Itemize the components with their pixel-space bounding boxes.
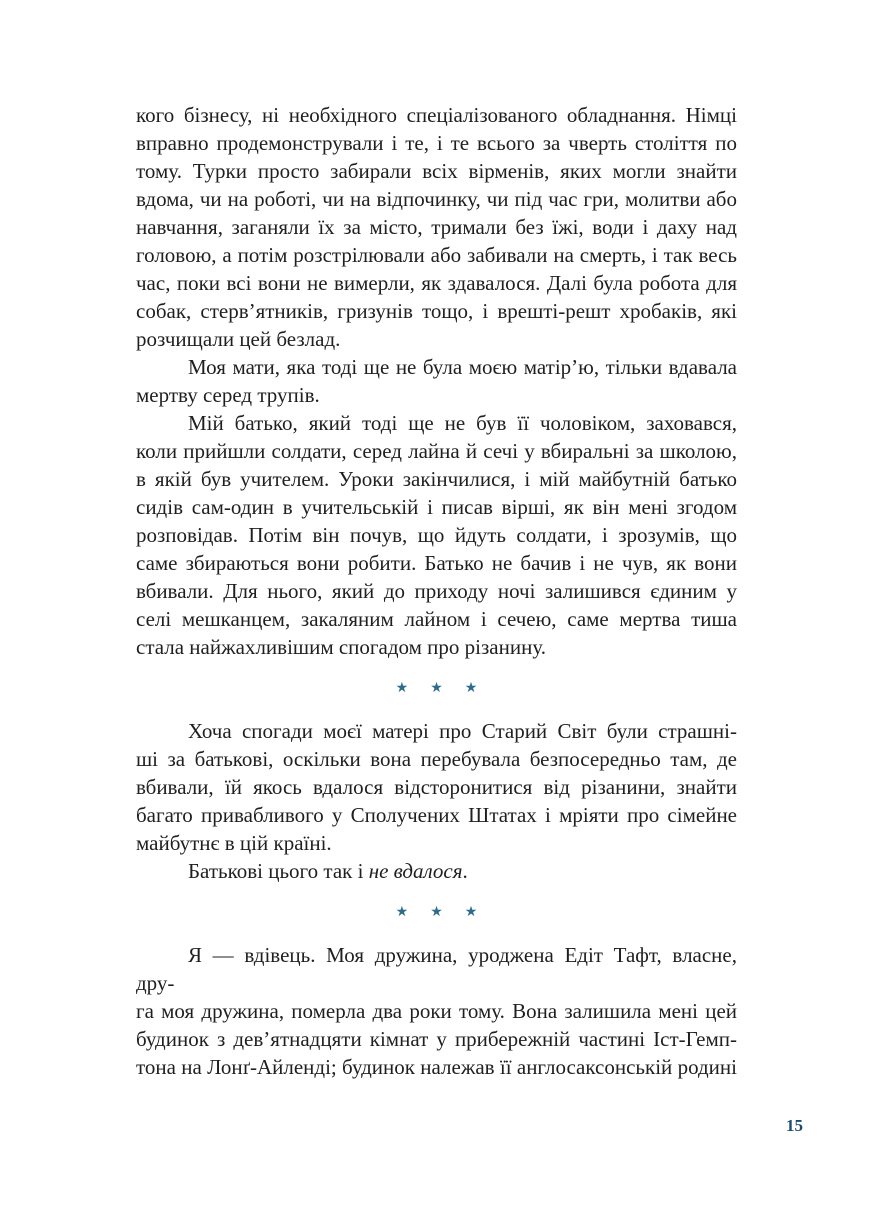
text-line: саме збираються вони робити. Батько не бачив і не чув, як вони	[136, 551, 737, 575]
text-line: Моя мати, яка тоді ще не була моєю матір’ю, тільки вдавала	[188, 355, 737, 379]
paragraph	[136, 717, 737, 857]
star-separator	[136, 885, 737, 941]
text-line: розповідав. Потім він почув, що йдуть солдати, і зрозумів, що	[136, 523, 737, 547]
star-icon: ★	[430, 681, 443, 696]
text-line: Мій батько, який тоді ще не був її чоловіком, заховався,	[188, 411, 737, 435]
text-line: сидів сам-один в учительській і писав вірші, як він мені згодом	[136, 495, 737, 519]
text-line: селі мешканцем, закаляним лайном і сечею, саме мертва тиша	[136, 607, 737, 631]
star-icon: ★	[430, 905, 443, 920]
text-line: га моя дружина, померла два роки тому. Вона залишила мені цей	[136, 999, 737, 1023]
star-separator	[136, 661, 737, 717]
text-line: будинок з дев’ятнадцяти кімнат у прибережній частині Іст-Гемп-	[136, 1027, 737, 1051]
text-line: час, поки всі вони не вимерли, як здавалося. Далі була робота для	[136, 271, 737, 295]
text-line: багато привабливого у Сполучених Штатах і мріяти про сімейне	[136, 803, 737, 827]
text-line: тона на Лонґ-Айленді; будинок належав її англосаксонській родині	[136, 1055, 737, 1079]
plain-text: .	[462, 859, 468, 883]
text-line: коли прийшли солдати, серед лайна й сечі у вбиральні за школою,	[136, 439, 737, 463]
paragraph	[136, 857, 737, 885]
star-icon: ★	[395, 905, 409, 920]
text-line: стала найжахливішим спогадом про різанину.	[136, 635, 546, 659]
plain-text: Батькові цього так і	[188, 859, 369, 883]
text-line: собак, стерв’ятників, гризунів тощо, і врешті-решт хробаків, які	[136, 299, 737, 323]
text-line: головою, а потім розстрілювали або забивали на смерть, і так весь	[136, 243, 737, 267]
text-line: тому. Турки просто забирали всіх вірменів, яких могли знайти	[136, 159, 737, 183]
text-line: вдома, чи на роботі, чи на відпочинку, чи під час гри, молитви або	[136, 187, 737, 211]
paragraph	[136, 941, 737, 1081]
text-line: вбивали. Для нього, який до приходу ночі залишився єдиним у	[136, 579, 737, 603]
text-line: Я — вдівець. Моя дружина, уроджена Едіт Тафт, власне, дру-	[136, 943, 737, 995]
star-icon: ★	[464, 681, 478, 696]
text-line: вправно продемонстрували і те, і те всього за чверть століття по	[136, 131, 737, 155]
text-line: навчання, заганяли їх за місто, тримали без їжі, води і даху над	[136, 215, 737, 239]
text-block	[136, 101, 737, 1081]
paragraph	[136, 353, 737, 409]
page-number: 15	[786, 1116, 803, 1135]
paragraph	[136, 101, 737, 353]
text-line: в якій був учителем. Уроки закінчилися, і мій майбутній батько	[136, 467, 737, 491]
text-line: ші за батькові, оскільки вона перебувала безпосередньо там, де	[136, 747, 737, 771]
star-icon: ★	[464, 905, 478, 920]
text-line	[136, 857, 737, 885]
paragraph	[136, 409, 737, 661]
text-line: майбутнє в цій країні.	[136, 831, 332, 855]
star-icon: ★	[395, 681, 409, 696]
text-line: Хоча спогади моєї матері про Старий Світ були страшні-	[188, 719, 737, 743]
text-line: вбивали, їй якось вдалося відсторонитися від різанини, знайти	[136, 775, 737, 799]
italic-text: не вдалося	[368, 859, 463, 883]
text-line: розчищали цей безлад.	[136, 327, 341, 351]
text-line: кого бізнесу, ні необхідного спеціалізованого обладнання. Німці	[136, 103, 737, 127]
text-line: мертву серед трупів.	[136, 383, 320, 407]
